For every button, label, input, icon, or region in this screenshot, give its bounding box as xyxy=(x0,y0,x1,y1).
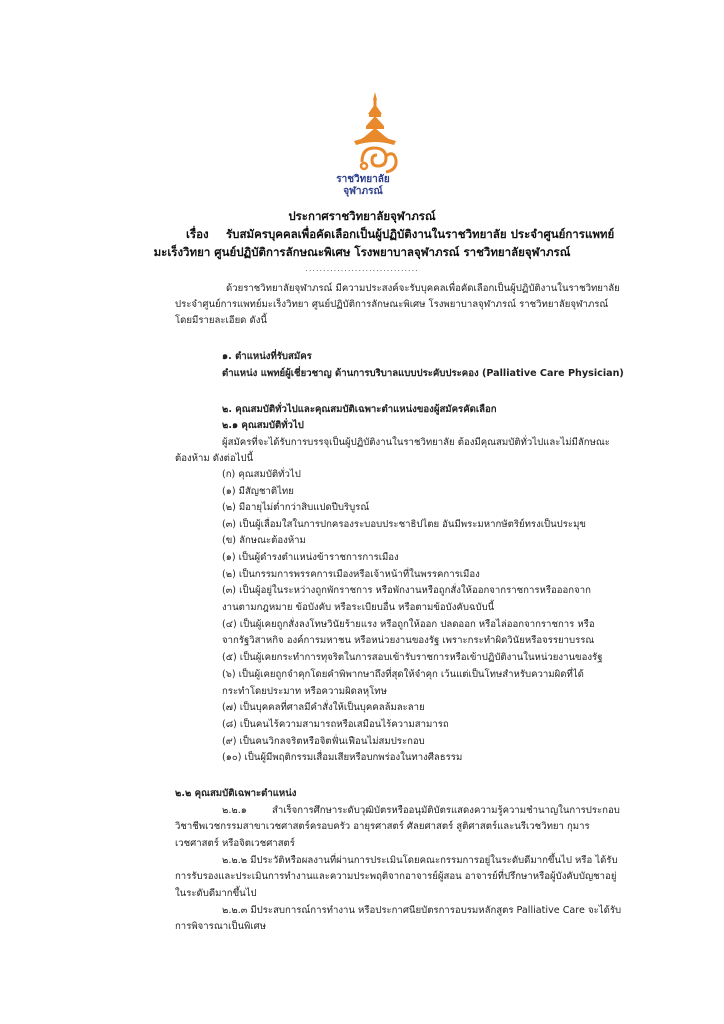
qualification-3-line-2: การพิจารณาเป็นพิเศษ xyxy=(175,921,267,932)
subject-line-1: รับสมัครบุคคลเพื่อคัดเลือกเป็นผู้ปฏิบัติงานในราชวิทยาลัย ประจำศูนย์การแพทย์ xyxy=(226,227,615,241)
separator: ................................ xyxy=(305,264,419,273)
list-item: (ก) คุณสมบัติทั่วไป xyxy=(222,469,301,480)
section2-1-intro-line-2: ต้องห้าม ดังต่อไปนี้ xyxy=(175,453,254,464)
list-item: (๑๐) เป็นผู้มีพฤติกรรมเสื่อมเสียหรือบกพร่องในทางศีลธรรม xyxy=(222,752,463,763)
announcement-title: ประกาศราชวิทยาลัยจุฬาภรณ์ xyxy=(288,209,436,223)
list-item: (๗) เป็นบุคคลที่ศาลมีคำสั่งให้เป็นบุคคลล้มละลาย xyxy=(222,702,425,713)
qualification-1-line-2: วิชาชีพเวชกรรมสาขาเวชศาสตร์ครอบครัว อายุรศาสตร์ ศัลยศาสตร์ สูติศาสตร์และนรีเวชวิทยา กุมาร xyxy=(175,821,590,832)
qualification-1-line-3: เวชศาสตร์ หรือจิตเวชศาสตร์ xyxy=(175,838,295,849)
qualification-1-line-1: สำเร็จการศึกษาระดับวุฒิบัตรหรืออนุมัติบัตรแสดงความรู้ความชำนาญในการประกอบ xyxy=(272,805,620,816)
crown-emblem-icon xyxy=(340,92,410,176)
list-item: (๓) เป็นผู้เลื่อมใสในการปกครองระบอบประชาธิปไตย อันมีพระมหากษัตริย์ทรงเป็นประมุข xyxy=(222,519,586,530)
section2-1-heading: ๒.๑ คุณสมบัติทั่วไป xyxy=(222,420,304,431)
qualification-2-line-1: ๒.๒.๒ มีประวัติหรือผลงานที่ผ่านการประเมินโดยคณะกรรมการอยู่ในระดับดีมากขึ้นไป หรือ ได้รับ xyxy=(222,855,618,866)
list-item: (๑) มีสัญชาติไทย xyxy=(222,486,294,497)
qualification-2-line-2: การรับรองและประเมินการทำงานและความประพฤติจากอาจารย์ผู้สอน อาจารย์ที่ปรึกษาหรือผู้บังคับบัญชาอยู่ xyxy=(175,871,617,882)
list-item: (๒) เป็นกรรมการพรรคการเมืองหรือเจ้าหน้าที่ในพรรคการเมือง xyxy=(222,569,480,580)
intro-line-1: ด้วยราชวิทยาลัยจุฬาภรณ์ มีความประสงค์จะรับบุคคลเพื่อคัดเลือกเป็นผู้ปฏิบัติงานในราชวิทยาลัย xyxy=(226,283,620,294)
list-item: (๒) มีอายุไม่ต่ำกว่าสิบแปดปีบริบูรณ์ xyxy=(222,502,370,513)
section1-position: ตำแหน่ง แพทย์ผู้เชี่ยวชาญ ด้านการบริบาลแบบประคับประคอง (Palliative Care Physician) xyxy=(222,368,624,379)
list-item: จากรัฐวิสาหกิจ องค์การมหาชน หรือหน่วยงานของรัฐ เพราะกระทำผิดวินัยหรือจรรยาบรรณ xyxy=(222,635,595,646)
intro-line-3: โดยมีรายละเอียด ดังนี้ xyxy=(175,315,267,326)
subject-line-2: มะเร็งวิทยา ศูนย์ปฏิบัติการลักษณะพิเศษ โรงพยาบาลจุฬาภรณ์ ราชวิทยาลัยจุฬาภรณ์ xyxy=(153,245,571,259)
qualification-3-line-1: ๒.๒.๓ มีประสบการณ์การทำงาน หรือประกาศนียบัตรการอบรมหลักสูตร Palliative Care จะได้รับ xyxy=(222,905,622,916)
list-item: (๑) เป็นผู้ดำรงตำแหน่งข้าราชการการเมือง xyxy=(222,552,399,563)
intro-line-2: ประจำศูนย์การแพทย์มะเร็งวิทยา ศูนย์ปฏิบัติการลักษณะพิเศษ โรงพยาบาลจุฬาภรณ์ ราชวิทยาลัยจุฬาภรณ์ xyxy=(175,299,609,310)
logo-line2: จุฬาภรณ์ xyxy=(343,186,383,197)
section1-heading: ๑. ตำแหน่งที่รับสมัคร xyxy=(222,351,312,362)
logo-line1: ราชวิทยาลัย xyxy=(336,174,390,185)
list-item: (๖) เป็นผู้เคยถูกจำคุกโดยคำพิพากษาถึงที่สุดให้จำคุก เว้นแต่เป็นโทษสำหรับความผิดที่ได้ xyxy=(222,669,584,680)
subject-label: เรื่อง xyxy=(186,227,209,241)
logo-text xyxy=(328,174,398,198)
section2-2-heading: ๒.๒ คุณสมบัติเฉพาะตำแหน่ง xyxy=(175,788,297,799)
qualification-2-line-3: ในระดับดีมากขึ้นไป xyxy=(175,888,257,899)
qualification-1-number: ๒.๒.๑ xyxy=(222,805,247,816)
section2-1-intro-line-1: ผู้สมัครที่จะได้รับการบรรจุเป็นผู้ปฏิบัติงานในราชวิทยาลัย ต้องมีคุณสมบัติทั่วไปและไม่มีลักษณะ xyxy=(222,437,610,448)
list-item: กระทำโดยประมาท หรือความผิดลหุโทษ xyxy=(222,686,387,697)
list-item: งานตามกฎหมาย ข้อบังคับ หรือระเบียบอื่น หรือตามข้อบังคับฉบับนี้ xyxy=(222,602,495,613)
list-item: (๓) เป็นผู้อยู่ในระหว่างถูกพักราชการ หรือพักงานหรือถูกสั่งให้ออกจากราชการหรือออกจาก xyxy=(222,585,591,596)
list-item: (๕) เป็นผู้เคยกระทำการทุจริตในการสอบเข้ารับราชการหรือเข้าปฏิบัติงานในหน่วยงานของรัฐ xyxy=(222,652,603,663)
list-item: (๘) เป็นคนไร้ความสามารถหรือเสมือนไร้ความสามารถ xyxy=(222,719,449,730)
list-item: (ข) ลักษณะต้องห้าม xyxy=(222,535,306,546)
section2-heading: ๒. คุณสมบัติทั่วไปและคุณสมบัติเฉพาะตำแหน่งของผู้สมัครคัดเลือก xyxy=(222,404,497,415)
list-item: (๔) เป็นผู้เคยถูกสั่งลงโทษวินัยร้ายแรง หรือถูกให้ออก ปลดออก หรือไล่ออกจากราชการ หรือ xyxy=(222,619,595,630)
list-item: (๙) เป็นคนวิกลจริตหรือจิตฟั่นเฟือนไม่สมประกอบ xyxy=(222,736,425,747)
